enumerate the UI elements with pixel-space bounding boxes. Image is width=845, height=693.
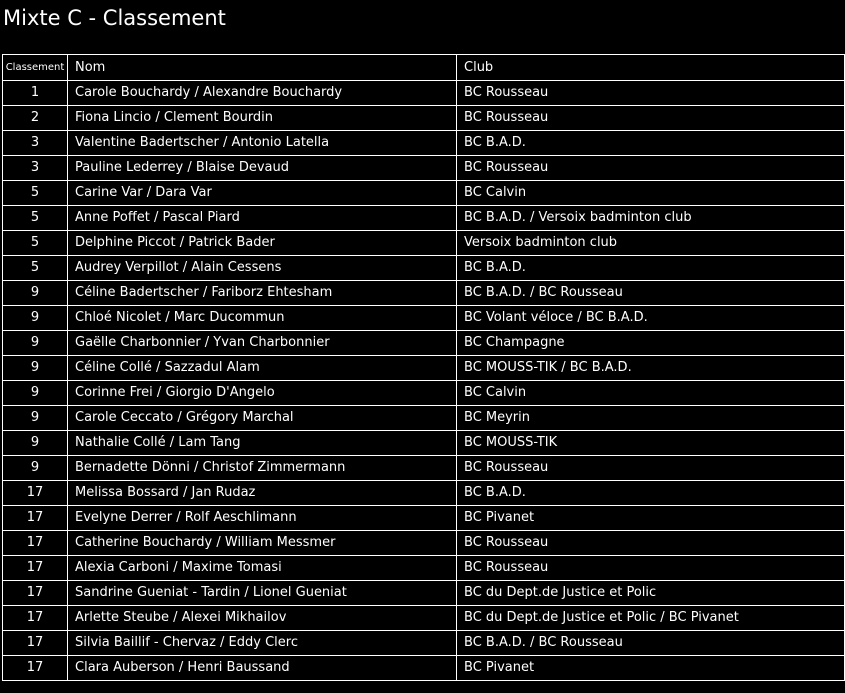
- cell-rank: 9: [3, 381, 68, 406]
- table-row: [3, 231, 845, 256]
- cell-club: Versoix badminton club: [457, 231, 845, 256]
- table-row: [3, 481, 845, 506]
- cell-rank: 9: [3, 281, 68, 306]
- cell-name: Fiona Lincio / Clement Bourdin: [68, 106, 457, 131]
- cell-rank: 17: [3, 531, 68, 556]
- cell-rank: 1: [3, 81, 68, 106]
- cell-name: Nathalie Collé / Lam Tang: [68, 431, 457, 456]
- table-row: [3, 106, 845, 131]
- cell-rank: 17: [3, 481, 68, 506]
- table-row: [3, 506, 845, 531]
- table-row: [3, 556, 845, 581]
- table-row: [3, 356, 845, 381]
- table-row: [3, 531, 845, 556]
- cell-name: Gaëlle Charbonnier / Yvan Charbonnier: [68, 331, 457, 356]
- table-row: [3, 631, 845, 656]
- cell-name: Céline Collé / Sazzadul Alam: [68, 356, 457, 381]
- table-row: [3, 206, 845, 231]
- cell-name: Catherine Bouchardy / William Messmer: [68, 531, 457, 556]
- table-body: [3, 81, 845, 681]
- header-row: [3, 55, 845, 81]
- cell-rank: 5: [3, 231, 68, 256]
- table-row: [3, 156, 845, 181]
- cell-name: Delphine Piccot / Patrick Bader: [68, 231, 457, 256]
- table-row: [3, 306, 845, 331]
- cell-name: Alexia Carboni / Maxime Tomasi: [68, 556, 457, 581]
- cell-rank: 17: [3, 631, 68, 656]
- table-row: [3, 606, 845, 631]
- cell-club: BC MOUSS-TIK / BC B.A.D.: [457, 356, 845, 381]
- cell-name: Evelyne Derrer / Rolf Aeschlimann: [68, 506, 457, 531]
- table-row: [3, 381, 845, 406]
- table-row: [3, 331, 845, 356]
- page-title: Mixte C - Classement: [3, 6, 226, 30]
- cell-name: Sandrine Gueniat - Tardin / Lionel Gueniat: [68, 581, 457, 606]
- cell-rank: 5: [3, 206, 68, 231]
- cell-club: BC du Dept.de Justice et Polic: [457, 581, 845, 606]
- cell-rank: 17: [3, 556, 68, 581]
- cell-name: Valentine Badertscher / Antonio Latella: [68, 131, 457, 156]
- cell-rank: 3: [3, 156, 68, 181]
- cell-club: BC du Dept.de Justice et Polic / BC Pivanet: [457, 606, 845, 631]
- cell-rank: 9: [3, 406, 68, 431]
- cell-club: BC Pivanet: [457, 506, 845, 531]
- cell-club: BC Calvin: [457, 381, 845, 406]
- cell-club: BC Calvin: [457, 181, 845, 206]
- cell-name: Clara Auberson / Henri Baussand: [68, 656, 457, 681]
- cell-club: BC Rousseau: [457, 456, 845, 481]
- table-header: [3, 55, 845, 81]
- table-row: [3, 406, 845, 431]
- table-row: [3, 581, 845, 606]
- cell-name: Carole Ceccato / Grégory Marchal: [68, 406, 457, 431]
- cell-name: Carole Bouchardy / Alexandre Bouchardy: [68, 81, 457, 106]
- cell-rank: 17: [3, 506, 68, 531]
- cell-name: Silvia Baillif - Chervaz / Eddy Clerc: [68, 631, 457, 656]
- cell-rank: 9: [3, 456, 68, 481]
- cell-club: BC Rousseau: [457, 531, 845, 556]
- table-row: [3, 131, 845, 156]
- cell-club: BC Rousseau: [457, 556, 845, 581]
- cell-rank: 9: [3, 431, 68, 456]
- cell-club: BC B.A.D. / BC Rousseau: [457, 281, 845, 306]
- table-row: [3, 431, 845, 456]
- cell-rank: 5: [3, 181, 68, 206]
- cell-name: Carine Var / Dara Var: [68, 181, 457, 206]
- header-name: Nom: [68, 55, 457, 81]
- cell-club: BC MOUSS-TIK: [457, 431, 845, 456]
- cell-name: Melissa Bossard / Jan Rudaz: [68, 481, 457, 506]
- cell-name: Audrey Verpillot / Alain Cessens: [68, 256, 457, 281]
- cell-name: Pauline Lederrey / Blaise Devaud: [68, 156, 457, 181]
- cell-rank: 2: [3, 106, 68, 131]
- cell-club: BC B.A.D.: [457, 131, 845, 156]
- table-row: [3, 656, 845, 681]
- cell-rank: 3: [3, 131, 68, 156]
- cell-rank: 17: [3, 606, 68, 631]
- table-row: [3, 256, 845, 281]
- ranking-table: [2, 54, 845, 681]
- header-club: Club: [457, 55, 845, 81]
- cell-club: BC Champagne: [457, 331, 845, 356]
- header-rank: Classement: [3, 55, 68, 81]
- cell-name: Bernadette Dönni / Christof Zimmermann: [68, 456, 457, 481]
- cell-club: BC B.A.D. / Versoix badminton club: [457, 206, 845, 231]
- cell-club: BC Meyrin: [457, 406, 845, 431]
- cell-club: BC Rousseau: [457, 156, 845, 181]
- cell-rank: 9: [3, 306, 68, 331]
- cell-club: BC B.A.D.: [457, 256, 845, 281]
- cell-club: BC Rousseau: [457, 81, 845, 106]
- table-row: [3, 281, 845, 306]
- cell-rank: 9: [3, 331, 68, 356]
- cell-name: Chloé Nicolet / Marc Ducommun: [68, 306, 457, 331]
- table-row: [3, 181, 845, 206]
- cell-rank: 17: [3, 581, 68, 606]
- cell-club: BC Volant véloce / BC B.A.D.: [457, 306, 845, 331]
- cell-club: BC B.A.D. / BC Rousseau: [457, 631, 845, 656]
- cell-club: BC B.A.D.: [457, 481, 845, 506]
- table-row: [3, 81, 845, 106]
- cell-club: BC Pivanet: [457, 656, 845, 681]
- cell-name: Corinne Frei / Giorgio D'Angelo: [68, 381, 457, 406]
- cell-rank: 5: [3, 256, 68, 281]
- cell-name: Anne Poffet / Pascal Piard: [68, 206, 457, 231]
- cell-rank: 17: [3, 656, 68, 681]
- cell-club: BC Rousseau: [457, 106, 845, 131]
- cell-name: Arlette Steube / Alexei Mikhailov: [68, 606, 457, 631]
- cell-rank: 9: [3, 356, 68, 381]
- table-row: [3, 456, 845, 481]
- cell-name: Céline Badertscher / Fariborz Ehtesham: [68, 281, 457, 306]
